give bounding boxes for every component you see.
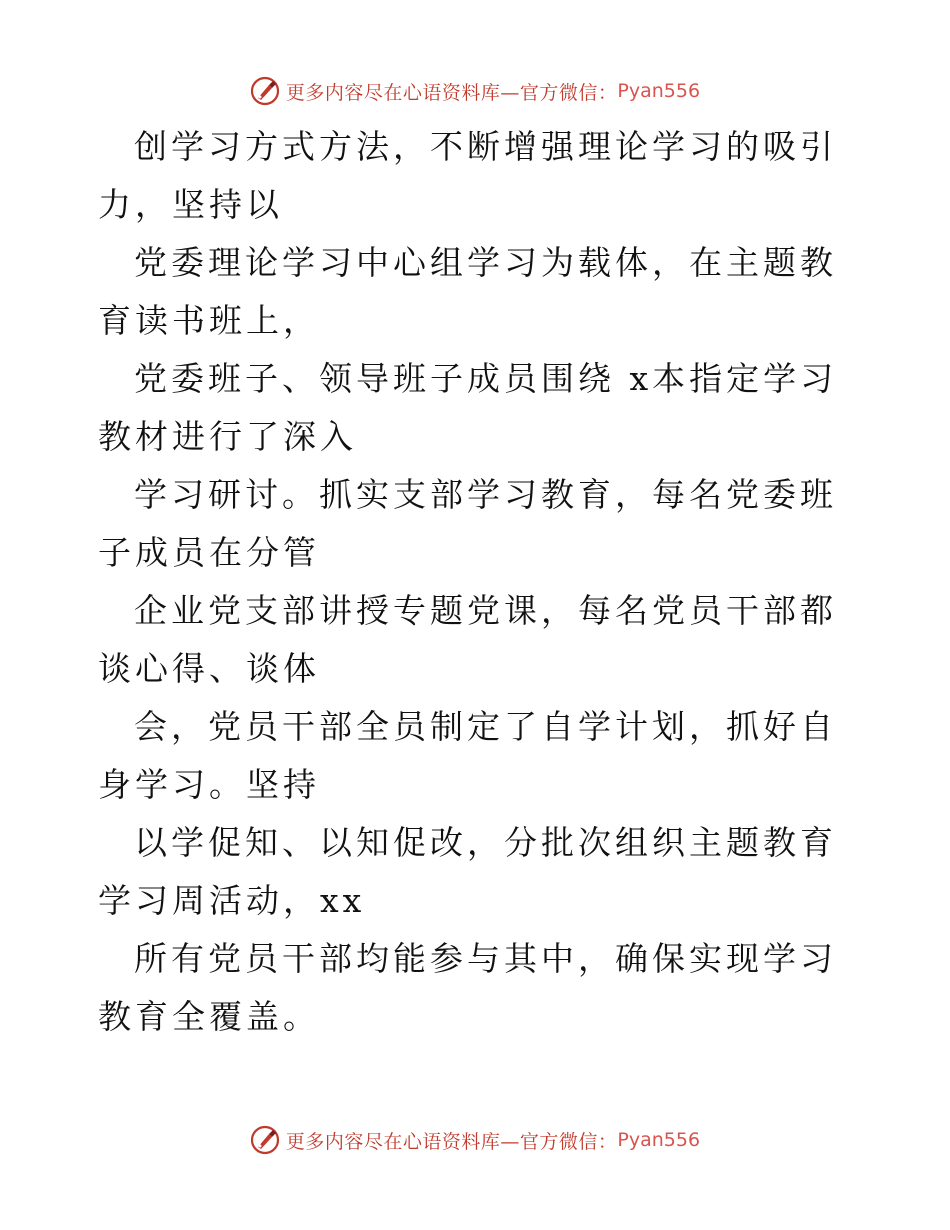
pen-nib-logo-icon [250,1125,280,1155]
pen-nib-logo-icon [250,76,280,106]
paragraph: 所有党员干部均能参与其中，确保实现学习教育全覆盖。 [98,939,837,1036]
paragraph: 会，党员干部全员制定了自学计划，抓好自身学习。坚持 [98,707,837,804]
footer-wechat-id: Pyan556 [617,1129,701,1151]
document-body [98,118,858,1046]
header-banner-text: 更多内容尽在心语资料库—官方微信： [285,81,618,104]
paragraph: 以学促知、以知促改，分批次组织主题教育学习周活动，xx [98,823,837,920]
paragraph: 党委理论学习中心组学习为载体，在主题教育读书班上， [98,243,837,340]
paragraph: 党委班子、领导班子成员围绕 x本指定学习教材进行了深入 [98,359,838,456]
paragraph: 创学习方式方法，不断增强理论学习的吸引力，坚持以 [98,127,837,224]
footer-banner-text: 更多内容尽在心语资料库—官方微信： [285,1130,618,1153]
paragraph: 学习研讨。抓实支部学习教育，每名党委班子成员在分管 [98,475,837,572]
header-wechat-id: Pyan556 [617,80,701,102]
paragraph: 企业党支部讲授专题党课，每名党员干部都谈心得、谈体 [98,591,837,688]
header-banner [0,71,950,111]
footer-banner [0,1120,950,1160]
